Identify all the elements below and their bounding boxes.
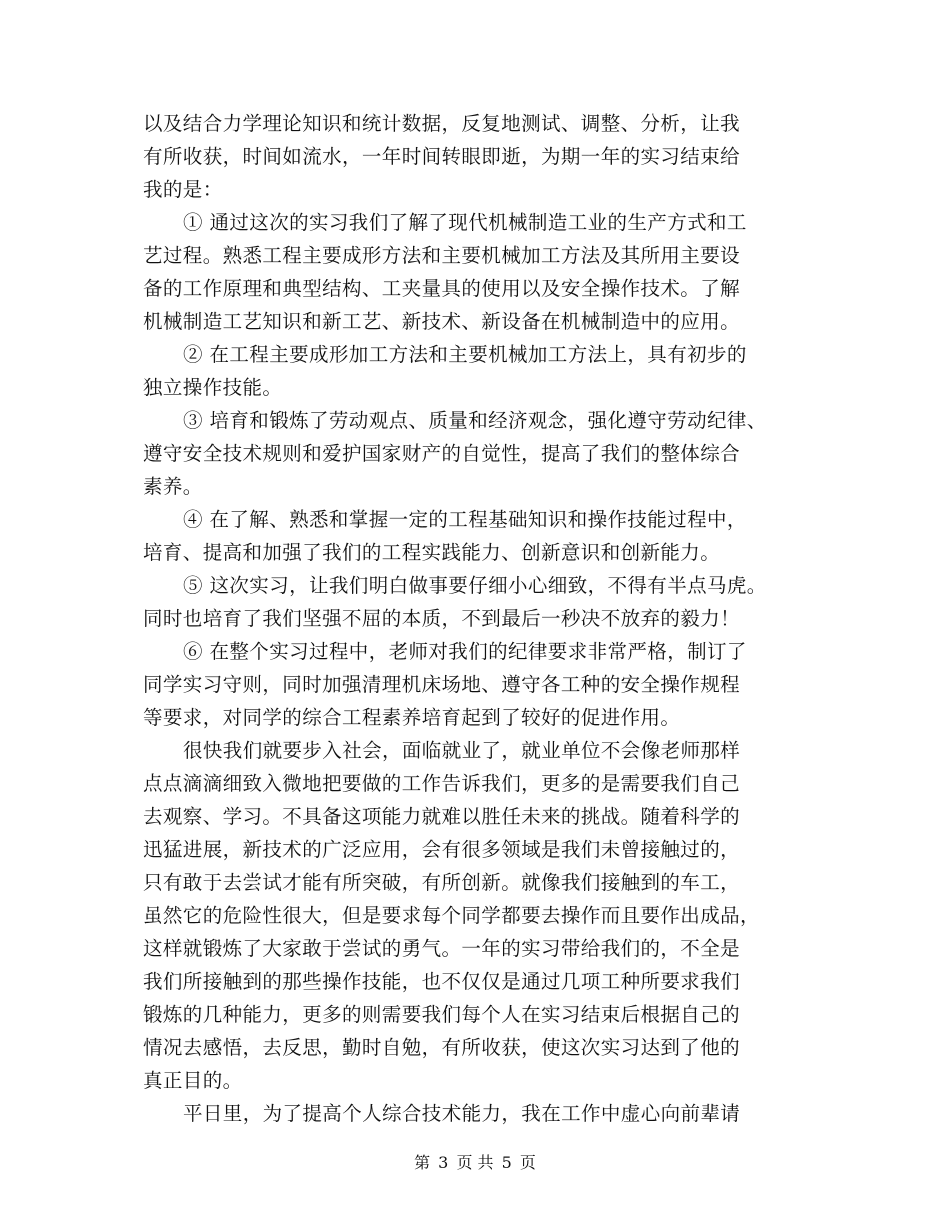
text-line: ⑤ 这次实习，让我们明白做事要仔细小心细致，不得有半点马虎。 xyxy=(183,574,767,597)
text-line: 情况去感悟，去反思，勤时自勉，有所收获，使这次实习达到了他的 xyxy=(143,1036,741,1059)
text-line: ③ 培育和锻炼了劳动观点、质量和经济观念，强化遵守劳动纪律、 xyxy=(183,409,767,432)
text-line: 艺过程。熟悉工程主要成形方法和主要机械加工方法及其所用主要设 xyxy=(143,244,741,267)
footer-suffix: 页 xyxy=(519,1153,536,1172)
text-line: 遵守安全技术规则和爱护国家财产的自觉性，提高了我们的整体综合 xyxy=(143,442,741,465)
footer-total-pages: 5 xyxy=(501,1153,512,1172)
text-line: ② 在工程主要成形加工方法和主要机械加工方法上，具有初步的 xyxy=(183,343,747,366)
text-line: 以及结合力学理论知识和统计数据，反复地测试、调整、分析，让我 xyxy=(143,112,741,135)
text-line: 只有敢于去尝试才能有所突破，有所创新。就像我们接触到的车工， xyxy=(143,871,741,894)
text-line: 去观察、学习。不具备这项能力就难以胜任未来的挑战。随着科学的 xyxy=(143,805,741,828)
text-line: 迅猛进展，新技术的广泛应用，会有很多领域是我们未曾接触过的， xyxy=(143,838,741,861)
text-line: 独立操作技能。 xyxy=(143,376,283,399)
text-line: 很快我们就要步入社会，面临就业了，就业单位不会像老师那样 xyxy=(183,739,741,762)
text-line: 我的是： xyxy=(143,178,223,201)
text-line: 备的工作原理和典型结构、工夹量具的使用以及安全操作技术。了解 xyxy=(143,277,741,300)
text-line: 锻炼的几种能力，更多的则需要我们每个人在实习结束后根据自己的 xyxy=(143,1003,741,1026)
text-line: 机械制造工艺知识和新工艺、新技术、新设备在机械制造中的应用。 xyxy=(143,310,741,333)
text-line: 等要求，对同学的综合工程素养培育起到了较好的促进作用。 xyxy=(143,706,681,729)
text-line: 培育、提高和加强了我们的工程实践能力、创新意识和创新能力。 xyxy=(143,541,721,564)
text-line: 虽然它的危险性很大，但是要求每个同学都要去操作而且要作出成品， xyxy=(143,904,760,927)
text-line: 点点滴滴细致入微地把要做的工作告诉我们，更多的是需要我们自己 xyxy=(143,772,741,795)
text-line: 真正目的。 xyxy=(143,1069,243,1092)
text-line: 素养。 xyxy=(143,475,203,498)
footer-middle: 页 共 xyxy=(456,1153,494,1172)
text-line: 有所收获，时间如流水，一年时间转眼即逝，为期一年的实习结束给 xyxy=(143,145,741,168)
text-line: 我们所接触到的那些操作技能，也不仅仅是通过几项工种所要求我们 xyxy=(143,970,741,993)
text-line: 同时也培育了我们坚强不屈的本质，不到最后一秒决不放弃的毅力！ xyxy=(143,607,741,630)
text-line: ① 通过这次的实习我们了解了现代机械制造工业的生产方式和工 xyxy=(183,211,747,234)
text-line: 同学实习守则，同时加强清理机床场地、遵守各工种的安全操作规程 xyxy=(143,673,741,696)
page-footer xyxy=(0,1150,950,1173)
footer-prefix: 第 xyxy=(414,1153,431,1172)
text-line: ④ 在了解、熟悉和掌握一定的工程基础知识和操作技能过程中， xyxy=(183,508,747,531)
text-line: ⑥ 在整个实习过程中，老师对我们的纪律要求非常严格，制订了 xyxy=(183,640,747,663)
text-line: 平日里，为了提高个人综合技术能力，我在工作中虚心向前辈请 xyxy=(183,1102,741,1125)
body-text xyxy=(143,107,823,1130)
text-line: 这样就锻炼了大家敢于尝试的勇气。一年的实习带给我们的，不全是 xyxy=(143,937,741,960)
footer-page-number: 3 xyxy=(438,1153,449,1172)
